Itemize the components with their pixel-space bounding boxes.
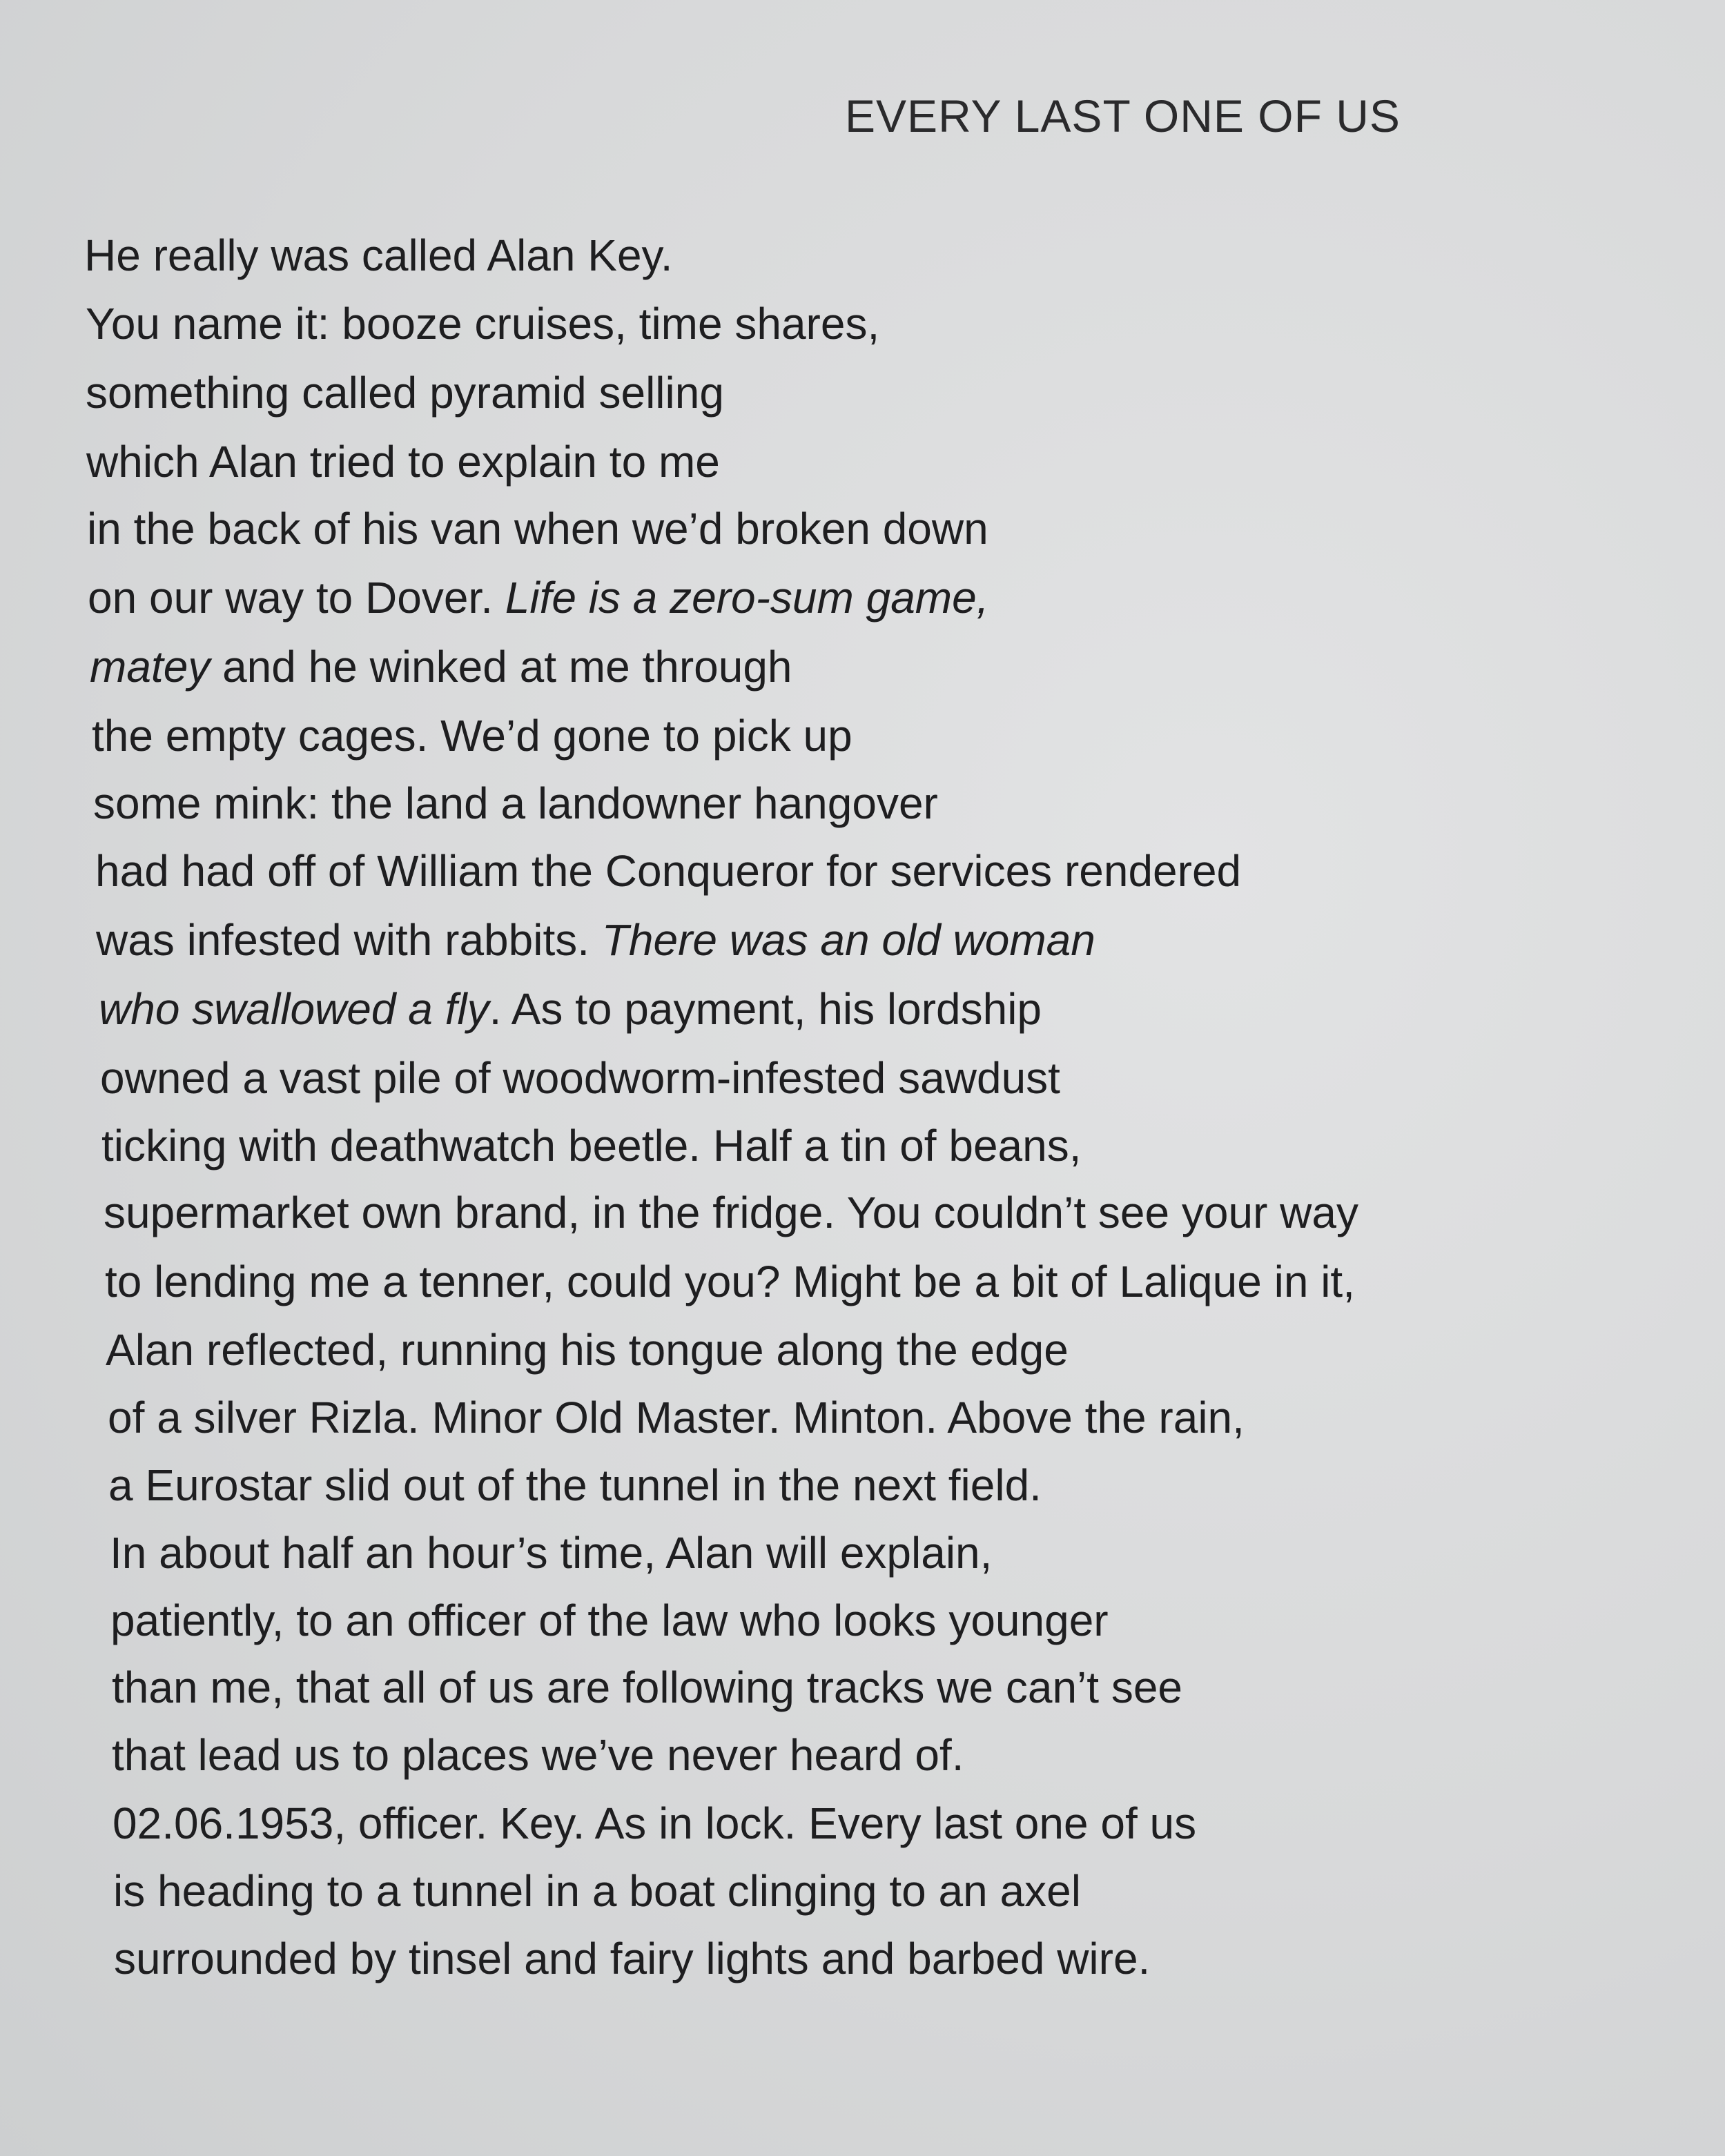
- poem-line-italic: matey: [90, 642, 211, 692]
- poem-line: is heading to a tunnel in a boat clinging to an axel: [113, 1866, 1081, 1916]
- poem-line: something called pyramid selling: [86, 368, 724, 418]
- poem-line: which Alan tried to explain to me: [86, 437, 720, 487]
- poem-line: supermarket own brand, in the fridge. You couldn’t see your way: [104, 1188, 1358, 1237]
- poem-line-text: and he winked at me through: [210, 642, 792, 692]
- poem-line-italic: Life is a zero-sum game,: [505, 573, 989, 623]
- poem-line: of a silver Rizla. Minor Old Master. Minton. Above the rain,: [108, 1393, 1245, 1442]
- poem-line: a Eurostar slid out of the tunnel in the next field.: [108, 1460, 1042, 1510]
- poem-line: [96, 915, 1095, 965]
- poem-line: some mink: the land a landowner hangover: [93, 778, 938, 828]
- poem-line: Alan reflected, running his tongue along the edge: [106, 1325, 1069, 1375]
- poem-title: EVERY LAST ONE OF US: [845, 90, 1401, 141]
- poem-line: 02.06.1953, officer. Key. As in lock. Every last one of us: [113, 1799, 1197, 1848]
- poem-line-text: was infested with rabbits.: [96, 915, 602, 965]
- poem-line: You name it: booze cruises, time shares,: [86, 299, 880, 349]
- poem-line: [88, 573, 989, 623]
- poem-line-italic: who swallowed a fly: [99, 984, 489, 1034]
- poem-line: [90, 642, 792, 692]
- poem-line: than me, that all of us are following tracks we can’t see: [112, 1663, 1182, 1712]
- poem-line: In about half an hour’s time, Alan will explain,: [110, 1528, 993, 1578]
- poem-line: surrounded by tinsel and fairy lights and barbed wire.: [114, 1934, 1151, 1983]
- poem-line: [99, 984, 1042, 1034]
- poem-line: the empty cages. We’d gone to pick up: [92, 711, 852, 761]
- poem-line: patiently, to an officer of the law who looks younger: [110, 1596, 1109, 1645]
- poem-line: He really was called Alan Key.: [84, 231, 673, 280]
- poem-line: had had off of William the Conqueror for services rendered: [95, 846, 1242, 896]
- poem-line-text: . As to payment, his lordship: [489, 984, 1042, 1034]
- poem-line: in the back of his van when we’d broken down: [87, 504, 988, 553]
- poem-line: ticking with deathwatch beetle. Half a tin of beans,: [101, 1121, 1082, 1170]
- poem-line-italic: There was an old woman: [601, 915, 1095, 965]
- poem-line: to lending me a tenner, could you? Might be a bit of Lalique in it,: [105, 1257, 1355, 1306]
- poem-line: owned a vast pile of woodworm-infested sawdust: [100, 1053, 1060, 1103]
- poem-line-text: on our way to Dover.: [88, 573, 505, 623]
- poem-line: that lead us to places we’ve never heard of.: [112, 1730, 964, 1780]
